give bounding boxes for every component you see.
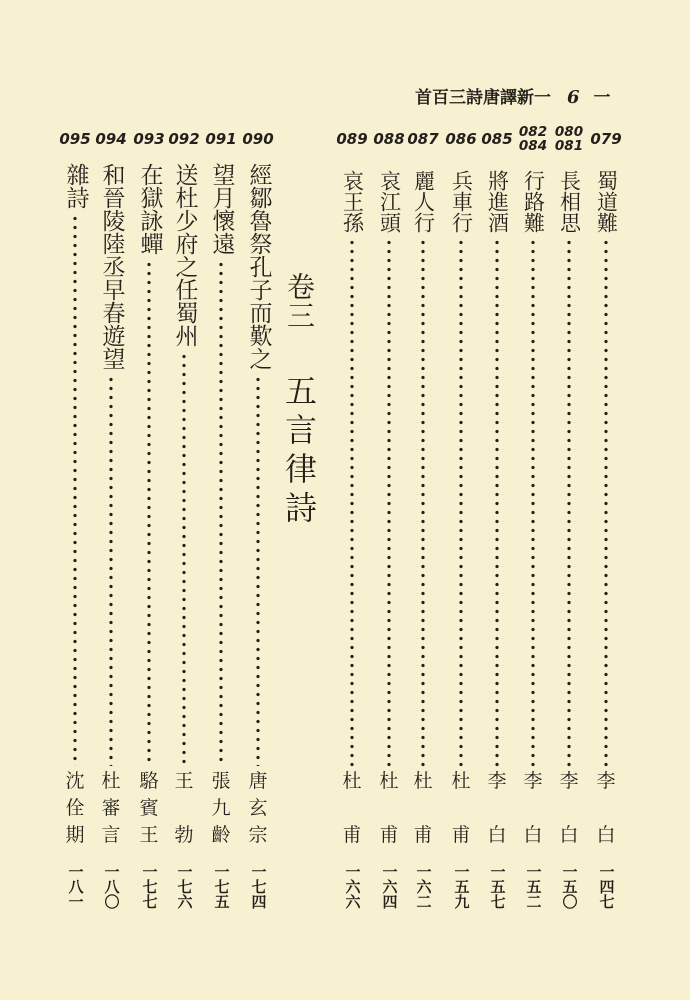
entry-title: 經鄒魯祭孔子而歎之: [245, 163, 272, 370]
entry-number: [336, 123, 367, 155]
author-char: 王: [174, 770, 194, 792]
entry-title-line: [443, 170, 479, 770]
entry-title: 望月懷遠: [208, 163, 235, 255]
entry-author: [342, 771, 361, 845]
dot-leader: [531, 238, 535, 770]
book-title: 首百三詩唐譯新一: [415, 88, 551, 108]
entry-number-line: 093: [133, 129, 165, 148]
dot-leader: [387, 238, 391, 770]
entry-number-line: 089: [336, 129, 368, 148]
toc-entry: [93, 0, 129, 1000]
toc-entry: [203, 0, 239, 1000]
author-char: 李: [596, 770, 616, 792]
entry-number-line: 086: [445, 129, 477, 148]
entry-author: [65, 771, 84, 845]
entry-number: [168, 123, 199, 155]
entry-title-line: [405, 170, 441, 770]
entry-number: [373, 123, 404, 155]
toc-entry: [588, 0, 624, 1000]
entry-number-line: 080: [554, 124, 584, 140]
author-char: 張: [211, 770, 231, 792]
entry-number-line: 092: [168, 129, 200, 148]
dot-leader: [73, 214, 77, 766]
author-char: 杜: [451, 770, 471, 792]
toc-entry: [405, 0, 441, 1000]
entry-title-line: [166, 163, 202, 766]
toc-entry: [131, 0, 167, 1000]
toc-entry: [443, 0, 479, 1000]
entry-title-line: [57, 163, 93, 766]
dot-leader: [604, 238, 608, 770]
toc-entry: [240, 0, 276, 1000]
author-char: 李: [559, 770, 579, 792]
author-char: 杜: [413, 770, 433, 792]
entry-number: [481, 123, 512, 155]
entry-page: 一六二: [414, 864, 433, 909]
toc-entry: [57, 0, 93, 1000]
dot-leader: [147, 260, 151, 766]
author-char: 佺: [65, 797, 85, 819]
entry-page: 一五〇: [560, 864, 579, 909]
entry-page: 一六四: [380, 864, 399, 909]
author-char: 宗: [248, 824, 268, 846]
entry-title: 哀王孫: [340, 170, 365, 233]
entry-number-line: 088: [373, 129, 405, 148]
entry-title: 哀江頭: [377, 170, 402, 233]
author-char: 甫: [342, 824, 362, 846]
author-char: 甫: [379, 824, 399, 846]
entry-number-line: 087: [407, 129, 439, 148]
entry-title-line: [240, 163, 276, 766]
author-char: 期: [65, 824, 85, 846]
entry-number: [519, 123, 547, 155]
entry-author: [211, 771, 230, 845]
entry-page: 一五七: [488, 864, 507, 909]
toc-entry: [371, 0, 407, 1000]
dot-leader: [567, 238, 571, 770]
author-char: 李: [487, 770, 507, 792]
entry-page: 一四七: [597, 864, 616, 909]
volume-heading: [280, 0, 318, 1000]
entry-author: [487, 771, 506, 845]
entry-number-line: 095: [59, 129, 91, 148]
entry-author: [101, 771, 120, 845]
entry-number-line: 090: [242, 129, 274, 148]
entry-number-line: 084: [518, 138, 548, 154]
entry-title: 送杜少府之任蜀州: [171, 163, 198, 347]
entry-title: 在獄詠蟬: [136, 163, 163, 255]
entry-number-line: 094: [95, 129, 127, 148]
author-char: 賓: [139, 797, 159, 819]
entry-page: 一七七: [140, 864, 159, 909]
toc-entry: [515, 0, 551, 1000]
entry-page: 一七六: [175, 864, 194, 909]
author-char: 杜: [342, 770, 362, 792]
entry-author: [379, 771, 398, 845]
entry-page: 一八一: [66, 864, 85, 909]
entry-page: 一七四: [249, 864, 268, 909]
dot-leader: [256, 375, 260, 766]
entry-title-line: [551, 170, 587, 770]
author-char: 審: [101, 797, 121, 819]
toc-entry: [334, 0, 370, 1000]
dot-leader: [495, 238, 499, 770]
entry-number-line: 091: [205, 129, 237, 148]
entry-author: [451, 771, 470, 845]
entry-number: [133, 123, 164, 155]
entry-page: 一七五: [212, 864, 231, 909]
dot-leader: [350, 238, 354, 770]
entry-number: [555, 123, 583, 155]
author-char: 玄: [248, 797, 268, 819]
entry-title-line: [371, 170, 407, 770]
entry-title-line: [479, 170, 515, 770]
entry-title: 兵車行: [449, 170, 474, 233]
dot-leader: [219, 260, 223, 766]
dot-leader: [109, 375, 113, 766]
author-char: 杜: [379, 770, 399, 792]
toc-entry: [479, 0, 515, 1000]
entry-title-line: [93, 163, 129, 766]
entry-page: 一五二: [524, 864, 543, 909]
author-char: 白: [559, 824, 579, 846]
entry-title-line: [131, 163, 167, 766]
entry-title: 行路難: [521, 170, 546, 233]
entry-title: 長相思: [557, 170, 582, 233]
entry-number: [407, 123, 438, 155]
entry-number-line: 081: [554, 138, 584, 154]
entry-author: [523, 771, 542, 845]
entry-title: 蜀道難: [594, 170, 619, 233]
entry-author: [174, 771, 193, 845]
author-char: 白: [596, 824, 616, 846]
entry-page: 一八〇: [102, 864, 121, 909]
entry-number: [590, 123, 621, 155]
author-char: 九: [211, 797, 231, 819]
toc-entry: [166, 0, 202, 1000]
author-char: 沈: [65, 770, 85, 792]
author-char: 駱: [139, 770, 159, 792]
dot-leader: [421, 238, 425, 770]
author-char: 齡: [211, 824, 231, 846]
author-char: 甫: [451, 824, 471, 846]
author-char: 王: [139, 824, 159, 846]
page-number-dash: 一: [593, 88, 611, 108]
author-char: 白: [523, 824, 543, 846]
entry-number: [59, 123, 90, 155]
dot-leader: [459, 238, 463, 770]
entry-page: 一五九: [452, 864, 471, 909]
entry-number-line: 082: [518, 124, 548, 140]
entry-number-line: 079: [590, 129, 622, 148]
author-char: 言: [101, 824, 121, 846]
volume-number: 卷三: [283, 272, 316, 330]
entry-author: [596, 771, 615, 845]
author-char: 甫: [413, 824, 433, 846]
entry-number-line: 085: [481, 129, 513, 148]
author-char: 李: [523, 770, 543, 792]
entry-number: [242, 123, 273, 155]
entry-title-line: [334, 170, 370, 770]
entry-title-line: [588, 170, 624, 770]
entry-title: 將進酒: [485, 170, 510, 233]
dot-leader: [182, 352, 186, 766]
entry-page: 一六六: [343, 864, 362, 909]
entry-author: [559, 771, 578, 845]
author-char: 杜: [101, 770, 121, 792]
author-char: 勃: [174, 824, 194, 846]
entry-author: [413, 771, 432, 845]
entry-title: 和晉陵陸丞早春遊望: [98, 163, 125, 370]
entry-title: 麗人行: [411, 170, 436, 233]
toc-entry: [551, 0, 587, 1000]
entry-title-line: [203, 163, 239, 766]
entry-number: [95, 123, 126, 155]
page-number: 6: [567, 87, 580, 108]
entry-number: [205, 123, 236, 155]
volume-title: 五言律詩: [280, 374, 318, 530]
entry-title: 雜詩: [62, 163, 89, 209]
entry-author: [248, 771, 267, 845]
entry-author: [139, 771, 158, 845]
entry-title-line: [515, 170, 551, 770]
author-char: 唐: [248, 770, 268, 792]
author-char: 白: [487, 824, 507, 846]
entry-number: [445, 123, 476, 155]
